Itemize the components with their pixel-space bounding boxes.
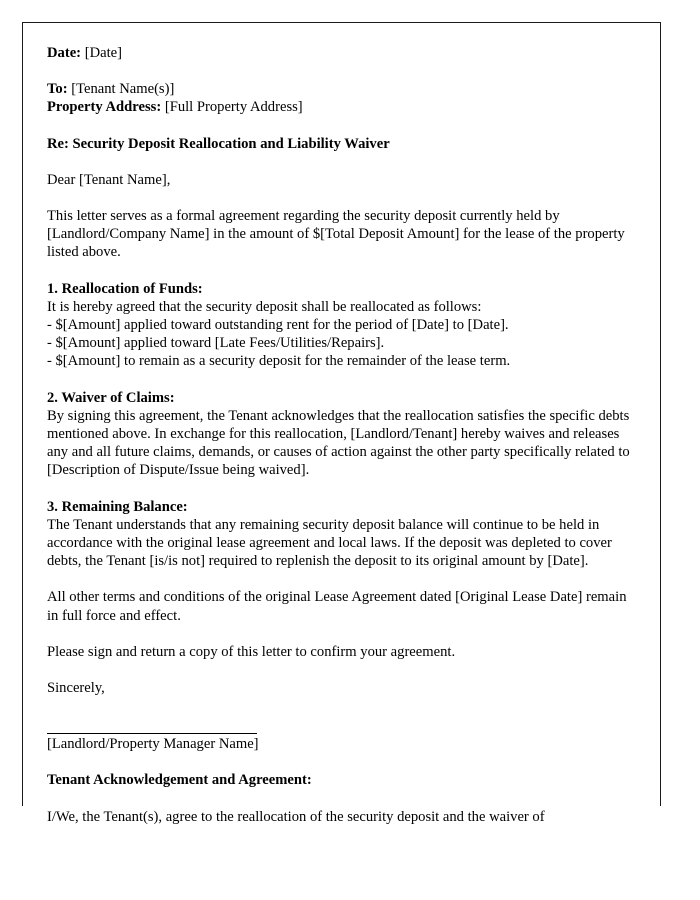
spacer	[47, 62, 633, 80]
date-value: [Date]	[84, 45, 122, 61]
closing-paragraph: All other terms and conditions of the original Lease Agreement dated [Original Lease Date] remain in full force and effect.	[47, 589, 627, 624]
spacer	[47, 480, 633, 498]
acknowledgement-heading: Tenant Acknowledgement and Agreement:	[47, 772, 312, 789]
spacer	[47, 570, 633, 588]
section-heading: 1. Reallocation of Funds:	[47, 280, 203, 297]
salutation: Dear [Tenant Name],	[47, 171, 171, 188]
spacer	[47, 790, 633, 808]
spacer	[47, 371, 633, 389]
spacer	[47, 753, 633, 771]
document-page	[22, 22, 661, 825]
to-row	[47, 80, 633, 98]
bullet-item: - $[Amount] to remain as a security deposit for the remainder of the lease term.	[47, 353, 511, 370]
property-address-row	[47, 98, 633, 116]
signature-line	[47, 733, 257, 734]
section-reallocation-of-funds	[47, 280, 633, 371]
date-line	[47, 44, 633, 62]
property-address-value: [Full Property Address]	[164, 99, 303, 116]
subject-line: Re: Security Deposit Reallocation and Liability Waiver	[47, 135, 390, 152]
bullet-item: - $[Amount] applied toward outstanding rent for the period of [Date] to [Date].	[47, 317, 509, 334]
spacer	[47, 189, 633, 207]
spacer	[47, 262, 633, 280]
document-body	[47, 44, 633, 826]
spacer	[47, 697, 633, 715]
section-body: The Tenant understands that any remaining security deposit balance will continue to be held in accordance with the original lease agreement and local laws. If the deposit was depleted to cover debts, the Tenant [is/is not] required to replenish the deposit to its original amount by [Date].	[47, 516, 612, 570]
spacer	[47, 117, 633, 135]
to-value: [Tenant Name(s)]	[71, 81, 175, 98]
bullet-item: - $[Amount] applied toward [Late Fees/Utilities/Repairs].	[47, 335, 385, 352]
signature-name: [Landlord/Property Manager Name]	[47, 736, 259, 753]
date-label: Date:	[47, 45, 82, 61]
spacer	[47, 153, 633, 171]
section-heading: 3. Remaining Balance:	[47, 498, 188, 515]
to-label: To:	[47, 81, 68, 98]
spacer	[47, 661, 633, 679]
section-lead: It is hereby agreed that the security deposit shall be reallocated as follows:	[47, 298, 482, 315]
section-heading: 2. Waiver of Claims:	[47, 389, 175, 406]
property-address-label: Property Address:	[47, 99, 162, 116]
spacer	[47, 715, 633, 733]
closing-paragraph: Please sign and return a copy of this letter to confirm your agreement.	[47, 643, 456, 660]
date-row	[47, 44, 633, 62]
sign-off: Sincerely,	[47, 680, 105, 697]
spacer	[47, 625, 633, 643]
recipient-block	[47, 80, 633, 116]
section-remaining-balance	[47, 498, 633, 571]
acknowledgement-body: I/We, the Tenant(s), agree to the reallocation of the security deposit and the waiver of	[47, 808, 545, 825]
intro-paragraph: This letter serves as a formal agreement regarding the security deposit currently held by [Landlord/Company Name] in the amount of $[Total Deposit Amount] for the lease of the property listed above.	[47, 208, 625, 261]
section-body: By signing this agreement, the Tenant acknowledges that the reallocation satisfies the specific debts mentioned above. In exchange for this reallocation, [Landlord/Tenant] hereby waives and releases any and all future claims, demands, or causes of action against the other party specifically related to [Description of Dispute/Issue being waived].	[47, 407, 630, 479]
section-waiver-of-claims	[47, 389, 633, 480]
